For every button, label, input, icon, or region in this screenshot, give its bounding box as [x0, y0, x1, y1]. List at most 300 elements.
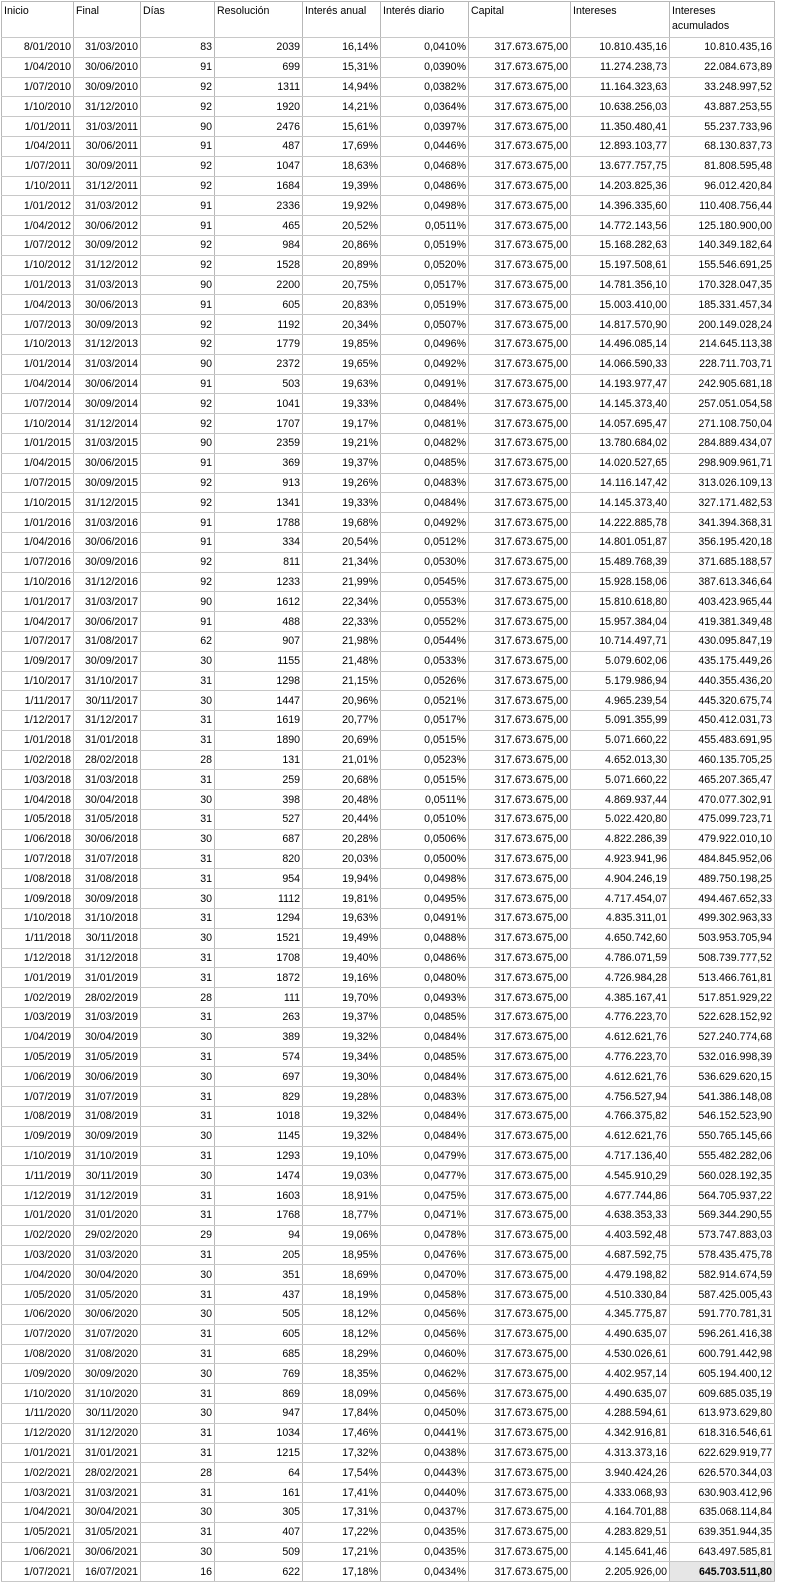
cell-capital[interactable]: 317.673.675,00: [469, 433, 571, 453]
cell-intereses[interactable]: 4.612.621,76: [571, 1027, 670, 1047]
cell-capital[interactable]: 317.673.675,00: [469, 117, 571, 137]
header-final[interactable]: Final: [74, 2, 141, 38]
cell-resolucion[interactable]: 1521: [215, 928, 303, 948]
cell-interes-diario[interactable]: 0,0486%: [381, 176, 469, 196]
cell-intereses-acumulados[interactable]: 200.149.028,24: [670, 315, 775, 335]
cell-interes-diario[interactable]: 0,0521%: [381, 691, 469, 711]
cell-resolucion[interactable]: 398: [215, 790, 303, 810]
cell-interes-anual[interactable]: 19,30%: [303, 1067, 381, 1087]
cell-inicio[interactable]: 1/12/2018: [2, 948, 74, 968]
cell-dias[interactable]: 91: [141, 136, 215, 156]
cell-final[interactable]: 31/10/2017: [74, 671, 141, 691]
cell-interes-diario[interactable]: 0,0481%: [381, 414, 469, 434]
cell-intereses[interactable]: 14.145.373,40: [571, 394, 670, 414]
cell-intereses[interactable]: 4.345.775,87: [571, 1305, 670, 1325]
cell-dias[interactable]: 31: [141, 1324, 215, 1344]
cell-inicio[interactable]: 1/02/2020: [2, 1225, 74, 1245]
cell-intereses-acumulados[interactable]: 341.394.368,31: [670, 513, 775, 533]
cell-dias[interactable]: 31: [141, 1285, 215, 1305]
cell-capital[interactable]: 317.673.675,00: [469, 1285, 571, 1305]
cell-inicio[interactable]: 1/04/2012: [2, 216, 74, 236]
cell-capital[interactable]: 317.673.675,00: [469, 513, 571, 533]
cell-intereses[interactable]: 4.510.330,84: [571, 1285, 670, 1305]
cell-final[interactable]: 31/03/2015: [74, 433, 141, 453]
cell-interes-anual[interactable]: 19,10%: [303, 1146, 381, 1166]
cell-resolucion[interactable]: 1294: [215, 909, 303, 929]
cell-final[interactable]: 31/03/2019: [74, 1008, 141, 1028]
cell-capital[interactable]: 317.673.675,00: [469, 77, 571, 97]
cell-capital[interactable]: 317.673.675,00: [469, 1265, 571, 1285]
cell-final[interactable]: 31/12/2016: [74, 572, 141, 592]
cell-capital[interactable]: 317.673.675,00: [469, 770, 571, 790]
cell-final[interactable]: 30/06/2020: [74, 1305, 141, 1325]
cell-resolucion[interactable]: 605: [215, 1324, 303, 1344]
cell-interes-anual[interactable]: 21,99%: [303, 572, 381, 592]
cell-resolucion[interactable]: 1298: [215, 671, 303, 691]
cell-interes-diario[interactable]: 0,0511%: [381, 790, 469, 810]
cell-intereses[interactable]: 10.810.435,16: [571, 38, 670, 58]
cell-intereses[interactable]: 15.810.618,80: [571, 592, 670, 612]
cell-dias[interactable]: 30: [141, 1126, 215, 1146]
cell-inicio[interactable]: 1/11/2018: [2, 928, 74, 948]
cell-interes-anual[interactable]: 18,69%: [303, 1265, 381, 1285]
cell-final[interactable]: 30/04/2019: [74, 1027, 141, 1047]
cell-intereses-acumulados[interactable]: 600.791.442,98: [670, 1344, 775, 1364]
cell-interes-anual[interactable]: 19,40%: [303, 948, 381, 968]
cell-intereses-acumulados[interactable]: 541.386.148,08: [670, 1087, 775, 1107]
cell-intereses-acumulados[interactable]: 499.302.963,33: [670, 909, 775, 929]
cell-capital[interactable]: 317.673.675,00: [469, 1562, 571, 1582]
cell-final[interactable]: 31/12/2014: [74, 414, 141, 434]
cell-interes-diario[interactable]: 0,0492%: [381, 354, 469, 374]
cell-capital[interactable]: 317.673.675,00: [469, 1107, 571, 1127]
cell-final[interactable]: 31/07/2020: [74, 1324, 141, 1344]
cell-final[interactable]: 31/03/2011: [74, 117, 141, 137]
cell-dias[interactable]: 31: [141, 1186, 215, 1206]
cell-capital[interactable]: 317.673.675,00: [469, 354, 571, 374]
cell-final[interactable]: 30/09/2017: [74, 651, 141, 671]
cell-intereses-acumulados[interactable]: 639.351.944,35: [670, 1522, 775, 1542]
cell-intereses-acumulados[interactable]: 419.381.349,48: [670, 612, 775, 632]
cell-intereses-acumulados[interactable]: 10.810.435,16: [670, 38, 775, 58]
cell-interes-diario[interactable]: 0,0438%: [381, 1443, 469, 1463]
cell-interes-anual[interactable]: 17,46%: [303, 1423, 381, 1443]
cell-interes-diario[interactable]: 0,0443%: [381, 1463, 469, 1483]
cell-resolucion[interactable]: 1708: [215, 948, 303, 968]
cell-final[interactable]: 31/08/2018: [74, 869, 141, 889]
cell-interes-anual[interactable]: 19,39%: [303, 176, 381, 196]
cell-intereses[interactable]: 15.003.410,00: [571, 295, 670, 315]
cell-interes-diario[interactable]: 0,0458%: [381, 1285, 469, 1305]
cell-interes-anual[interactable]: 16,14%: [303, 38, 381, 58]
cell-intereses[interactable]: 4.490.635,07: [571, 1324, 670, 1344]
cell-intereses[interactable]: 4.717.136,40: [571, 1146, 670, 1166]
cell-inicio[interactable]: 1/03/2018: [2, 770, 74, 790]
cell-intereses[interactable]: 4.403.592,48: [571, 1225, 670, 1245]
cell-interes-diario[interactable]: 0,0515%: [381, 730, 469, 750]
cell-intereses[interactable]: 4.677.744,86: [571, 1186, 670, 1206]
cell-resolucion[interactable]: 2336: [215, 196, 303, 216]
cell-interes-anual[interactable]: 18,29%: [303, 1344, 381, 1364]
cell-final[interactable]: 31/12/2017: [74, 711, 141, 731]
cell-inicio[interactable]: 1/08/2019: [2, 1107, 74, 1127]
cell-intereses-acumulados[interactable]: 622.629.919,77: [670, 1443, 775, 1463]
cell-final[interactable]: 30/09/2016: [74, 552, 141, 572]
cell-capital[interactable]: 317.673.675,00: [469, 334, 571, 354]
cell-resolucion[interactable]: 111: [215, 988, 303, 1008]
cell-intereses-acumulados[interactable]: 569.344.290,55: [670, 1206, 775, 1226]
cell-capital[interactable]: 317.673.675,00: [469, 592, 571, 612]
cell-dias[interactable]: 31: [141, 948, 215, 968]
cell-capital[interactable]: 317.673.675,00: [469, 1008, 571, 1028]
cell-capital[interactable]: 317.673.675,00: [469, 235, 571, 255]
cell-inicio[interactable]: 1/03/2020: [2, 1245, 74, 1265]
cell-interes-diario[interactable]: 0,0485%: [381, 453, 469, 473]
cell-interes-anual[interactable]: 20,34%: [303, 315, 381, 335]
cell-intereses[interactable]: 4.776.223,70: [571, 1047, 670, 1067]
cell-intereses[interactable]: 4.612.621,76: [571, 1126, 670, 1146]
cell-interes-anual[interactable]: 19,06%: [303, 1225, 381, 1245]
cell-resolucion[interactable]: 1619: [215, 711, 303, 731]
cell-capital[interactable]: 317.673.675,00: [469, 1087, 571, 1107]
cell-final[interactable]: 31/03/2012: [74, 196, 141, 216]
cell-interes-anual[interactable]: 19,65%: [303, 354, 381, 374]
cell-interes-diario[interactable]: 0,0523%: [381, 750, 469, 770]
cell-interes-anual[interactable]: 17,54%: [303, 1463, 381, 1483]
cell-dias[interactable]: 28: [141, 1463, 215, 1483]
cell-final[interactable]: 30/06/2021: [74, 1542, 141, 1562]
cell-intereses-acumulados[interactable]: 489.750.198,25: [670, 869, 775, 889]
cell-interes-anual[interactable]: 20,75%: [303, 275, 381, 295]
cell-resolucion[interactable]: 488: [215, 612, 303, 632]
cell-inicio[interactable]: 1/04/2021: [2, 1502, 74, 1522]
cell-final[interactable]: 31/12/2019: [74, 1186, 141, 1206]
cell-interes-anual[interactable]: 19,63%: [303, 909, 381, 929]
cell-final[interactable]: 31/12/2015: [74, 493, 141, 513]
cell-interes-anual[interactable]: 18,77%: [303, 1206, 381, 1226]
cell-intereses[interactable]: 14.066.590,33: [571, 354, 670, 374]
cell-dias[interactable]: 92: [141, 97, 215, 117]
cell-intereses[interactable]: 5.079.602,06: [571, 651, 670, 671]
cell-intereses-acumulados[interactable]: 257.051.054,58: [670, 394, 775, 414]
cell-resolucion[interactable]: 984: [215, 235, 303, 255]
cell-interes-diario[interactable]: 0,0496%: [381, 334, 469, 354]
cell-interes-diario[interactable]: 0,0450%: [381, 1403, 469, 1423]
cell-final[interactable]: 28/02/2018: [74, 750, 141, 770]
cell-interes-diario[interactable]: 0,0500%: [381, 849, 469, 869]
cell-resolucion[interactable]: 1684: [215, 176, 303, 196]
cell-capital[interactable]: 317.673.675,00: [469, 1542, 571, 1562]
cell-capital[interactable]: 317.673.675,00: [469, 1384, 571, 1404]
cell-intereses[interactable]: 14.020.527,65: [571, 453, 670, 473]
cell-interes-anual[interactable]: 20,69%: [303, 730, 381, 750]
cell-final[interactable]: 30/09/2012: [74, 235, 141, 255]
cell-intereses-acumulados[interactable]: 22.084.673,89: [670, 57, 775, 77]
cell-dias[interactable]: 28: [141, 988, 215, 1008]
cell-intereses[interactable]: 5.071.660,22: [571, 730, 670, 750]
cell-interes-anual[interactable]: 18,12%: [303, 1305, 381, 1325]
cell-inicio[interactable]: 1/10/2018: [2, 909, 74, 929]
cell-inicio[interactable]: 1/01/2016: [2, 513, 74, 533]
cell-interes-diario[interactable]: 0,0511%: [381, 216, 469, 236]
cell-intereses[interactable]: 11.274.238,73: [571, 57, 670, 77]
cell-capital[interactable]: 317.673.675,00: [469, 1443, 571, 1463]
cell-dias[interactable]: 31: [141, 671, 215, 691]
cell-interes-diario[interactable]: 0,0484%: [381, 1107, 469, 1127]
cell-resolucion[interactable]: 685: [215, 1344, 303, 1364]
cell-interes-diario[interactable]: 0,0397%: [381, 117, 469, 137]
cell-intereses[interactable]: 15.168.282,63: [571, 235, 670, 255]
cell-dias[interactable]: 30: [141, 1166, 215, 1186]
cell-intereses[interactable]: 13.780.684,02: [571, 433, 670, 453]
cell-interes-diario[interactable]: 0,0507%: [381, 315, 469, 335]
cell-interes-diario[interactable]: 0,0364%: [381, 97, 469, 117]
cell-resolucion[interactable]: 259: [215, 770, 303, 790]
cell-interes-diario[interactable]: 0,0491%: [381, 909, 469, 929]
header-interes-diario[interactable]: Interés diario: [381, 2, 469, 38]
cell-interes-diario[interactable]: 0,0485%: [381, 1008, 469, 1028]
cell-capital[interactable]: 317.673.675,00: [469, 1166, 571, 1186]
cell-capital[interactable]: 317.673.675,00: [469, 552, 571, 572]
cell-resolucion[interactable]: 94: [215, 1225, 303, 1245]
cell-final[interactable]: 30/06/2010: [74, 57, 141, 77]
cell-dias[interactable]: 30: [141, 1027, 215, 1047]
cell-interes-diario[interactable]: 0,0544%: [381, 631, 469, 651]
cell-capital[interactable]: 317.673.675,00: [469, 1483, 571, 1503]
cell-capital[interactable]: 317.673.675,00: [469, 948, 571, 968]
cell-intereses-acumulados[interactable]: 140.349.182,64: [670, 235, 775, 255]
cell-final[interactable]: 31/08/2017: [74, 631, 141, 651]
cell-intereses-acumulados[interactable]: 555.482.282,06: [670, 1146, 775, 1166]
cell-intereses-acumulados[interactable]: 450.412.031,73: [670, 711, 775, 731]
cell-interes-anual[interactable]: 20,28%: [303, 829, 381, 849]
cell-intereses-acumulados[interactable]: 596.261.416,38: [670, 1324, 775, 1344]
cell-resolucion[interactable]: 2200: [215, 275, 303, 295]
cell-interes-diario[interactable]: 0,0485%: [381, 1047, 469, 1067]
cell-inicio[interactable]: 1/05/2018: [2, 810, 74, 830]
cell-resolucion[interactable]: 687: [215, 829, 303, 849]
cell-capital[interactable]: 317.673.675,00: [469, 473, 571, 493]
cell-resolucion[interactable]: 1788: [215, 513, 303, 533]
cell-interes-diario[interactable]: 0,0470%: [381, 1265, 469, 1285]
cell-interes-diario[interactable]: 0,0434%: [381, 1562, 469, 1582]
cell-final[interactable]: 31/05/2019: [74, 1047, 141, 1067]
cell-intereses-acumulados[interactable]: 214.645.113,38: [670, 334, 775, 354]
cell-intereses[interactable]: 4.786.071,59: [571, 948, 670, 968]
cell-dias[interactable]: 30: [141, 1067, 215, 1087]
cell-resolucion[interactable]: 1112: [215, 889, 303, 909]
cell-intereses-acumulados[interactable]: 513.466.761,81: [670, 968, 775, 988]
cell-interes-anual[interactable]: 15,31%: [303, 57, 381, 77]
cell-dias[interactable]: 16: [141, 1562, 215, 1582]
cell-dias[interactable]: 62: [141, 631, 215, 651]
cell-interes-diario[interactable]: 0,0526%: [381, 671, 469, 691]
cell-resolucion[interactable]: 509: [215, 1542, 303, 1562]
cell-resolucion[interactable]: 1018: [215, 1107, 303, 1127]
cell-intereses[interactable]: 4.726.984,28: [571, 968, 670, 988]
cell-resolucion[interactable]: 1707: [215, 414, 303, 434]
cell-inicio[interactable]: 1/04/2020: [2, 1265, 74, 1285]
cell-interes-diario[interactable]: 0,0480%: [381, 968, 469, 988]
header-inicio[interactable]: Inicio: [2, 2, 74, 38]
cell-dias[interactable]: 31: [141, 1206, 215, 1226]
cell-final[interactable]: 31/12/2020: [74, 1423, 141, 1443]
cell-intereses-acumulados[interactable]: 371.685.188,57: [670, 552, 775, 572]
cell-interes-anual[interactable]: 20,96%: [303, 691, 381, 711]
cell-interes-anual[interactable]: 19,49%: [303, 928, 381, 948]
cell-intereses-acumulados[interactable]: 643.497.585,81: [670, 1542, 775, 1562]
cell-final[interactable]: 30/04/2018: [74, 790, 141, 810]
cell-dias[interactable]: 92: [141, 414, 215, 434]
cell-resolucion[interactable]: 811: [215, 552, 303, 572]
cell-intereses-acumulados[interactable]: 475.099.723,71: [670, 810, 775, 830]
cell-dias[interactable]: 31: [141, 810, 215, 830]
cell-capital[interactable]: 317.673.675,00: [469, 156, 571, 176]
cell-final[interactable]: 30/06/2014: [74, 374, 141, 394]
cell-dias[interactable]: 30: [141, 1305, 215, 1325]
cell-final[interactable]: 31/01/2021: [74, 1443, 141, 1463]
cell-dias[interactable]: 30: [141, 790, 215, 810]
cell-resolucion[interactable]: 947: [215, 1403, 303, 1423]
cell-inicio[interactable]: 1/09/2020: [2, 1364, 74, 1384]
cell-intereses[interactable]: 4.687.592,75: [571, 1245, 670, 1265]
cell-resolucion[interactable]: 1920: [215, 97, 303, 117]
cell-intereses[interactable]: 14.116.147,42: [571, 473, 670, 493]
cell-dias[interactable]: 31: [141, 770, 215, 790]
cell-intereses[interactable]: 4.402.957,14: [571, 1364, 670, 1384]
header-intereses-acumulados[interactable]: Intereses acumulados: [670, 2, 775, 38]
header-intereses[interactable]: Intereses: [571, 2, 670, 38]
cell-interes-diario[interactable]: 0,0483%: [381, 1087, 469, 1107]
cell-capital[interactable]: 317.673.675,00: [469, 1324, 571, 1344]
cell-inicio[interactable]: 1/07/2014: [2, 394, 74, 414]
cell-inicio[interactable]: 1/10/2010: [2, 97, 74, 117]
cell-intereses[interactable]: 14.772.143,56: [571, 216, 670, 236]
cell-intereses[interactable]: 4.822.286,39: [571, 829, 670, 849]
cell-dias[interactable]: 31: [141, 1087, 215, 1107]
cell-inicio[interactable]: 1/06/2018: [2, 829, 74, 849]
cell-resolucion[interactable]: 1779: [215, 334, 303, 354]
cell-inicio[interactable]: 1/07/2016: [2, 552, 74, 572]
cell-inicio[interactable]: 8/01/2010: [2, 38, 74, 58]
cell-intereses[interactable]: 14.203.825,36: [571, 176, 670, 196]
cell-intereses[interactable]: 11.350.480,41: [571, 117, 670, 137]
cell-intereses[interactable]: 15.197.508,61: [571, 255, 670, 275]
cell-intereses-acumulados[interactable]: 96.012.420,84: [670, 176, 775, 196]
cell-interes-diario[interactable]: 0,0482%: [381, 433, 469, 453]
cell-final[interactable]: 30/04/2020: [74, 1265, 141, 1285]
cell-interes-diario[interactable]: 0,0484%: [381, 394, 469, 414]
cell-interes-anual[interactable]: 20,48%: [303, 790, 381, 810]
cell-final[interactable]: 30/04/2021: [74, 1502, 141, 1522]
cell-final[interactable]: 31/07/2019: [74, 1087, 141, 1107]
cell-interes-anual[interactable]: 14,21%: [303, 97, 381, 117]
cell-interes-anual[interactable]: 19,34%: [303, 1047, 381, 1067]
cell-capital[interactable]: 317.673.675,00: [469, 691, 571, 711]
cell-intereses[interactable]: 14.145.373,40: [571, 493, 670, 513]
cell-inicio[interactable]: 1/09/2019: [2, 1126, 74, 1146]
cell-interes-anual[interactable]: 18,63%: [303, 156, 381, 176]
cell-intereses[interactable]: 4.333.068,93: [571, 1483, 670, 1503]
cell-final[interactable]: 30/06/2012: [74, 216, 141, 236]
cell-intereses-acumulados[interactable]: 110.408.756,44: [670, 196, 775, 216]
cell-inicio[interactable]: 1/01/2015: [2, 433, 74, 453]
cell-intereses-acumulados[interactable]: 430.095.847,19: [670, 631, 775, 651]
cell-interes-anual[interactable]: 19,28%: [303, 1087, 381, 1107]
cell-dias[interactable]: 30: [141, 829, 215, 849]
cell-capital[interactable]: 317.673.675,00: [469, 1245, 571, 1265]
cell-interes-anual[interactable]: 19,92%: [303, 196, 381, 216]
cell-interes-diario[interactable]: 0,0456%: [381, 1305, 469, 1325]
cell-final[interactable]: 30/06/2016: [74, 532, 141, 552]
cell-interes-anual[interactable]: 20,77%: [303, 711, 381, 731]
cell-resolucion[interactable]: 1215: [215, 1443, 303, 1463]
cell-resolucion[interactable]: 820: [215, 849, 303, 869]
cell-interes-diario[interactable]: 0,0410%: [381, 38, 469, 58]
cell-resolucion[interactable]: 1768: [215, 1206, 303, 1226]
cell-dias[interactable]: 91: [141, 374, 215, 394]
cell-interes-diario[interactable]: 0,0484%: [381, 1027, 469, 1047]
cell-intereses[interactable]: 4.717.454,07: [571, 889, 670, 909]
cell-interes-diario[interactable]: 0,0533%: [381, 651, 469, 671]
cell-intereses[interactable]: 5.179.986,94: [571, 671, 670, 691]
cell-intereses-acumulados[interactable]: 503.953.705,94: [670, 928, 775, 948]
cell-dias[interactable]: 30: [141, 651, 215, 671]
cell-capital[interactable]: 317.673.675,00: [469, 1423, 571, 1443]
cell-capital[interactable]: 317.673.675,00: [469, 216, 571, 236]
cell-capital[interactable]: 317.673.675,00: [469, 572, 571, 592]
cell-inicio[interactable]: 1/01/2021: [2, 1443, 74, 1463]
cell-interes-diario[interactable]: 0,0484%: [381, 493, 469, 513]
cell-interes-diario[interactable]: 0,0552%: [381, 612, 469, 632]
cell-final[interactable]: 28/02/2021: [74, 1463, 141, 1483]
cell-inicio[interactable]: 1/10/2016: [2, 572, 74, 592]
cell-dias[interactable]: 31: [141, 1384, 215, 1404]
cell-dias[interactable]: 30: [141, 1403, 215, 1423]
cell-dias[interactable]: 31: [141, 909, 215, 929]
cell-interes-anual[interactable]: 17,22%: [303, 1522, 381, 1542]
cell-final[interactable]: 31/03/2010: [74, 38, 141, 58]
cell-capital[interactable]: 317.673.675,00: [469, 1146, 571, 1166]
cell-intereses-acumulados[interactable]: 242.905.681,18: [670, 374, 775, 394]
cell-intereses[interactable]: 14.396.335,60: [571, 196, 670, 216]
cell-resolucion[interactable]: 465: [215, 216, 303, 236]
cell-interes-diario[interactable]: 0,0456%: [381, 1384, 469, 1404]
cell-interes-anual[interactable]: 20,03%: [303, 849, 381, 869]
cell-dias[interactable]: 92: [141, 473, 215, 493]
cell-interes-anual[interactable]: 19,85%: [303, 334, 381, 354]
cell-capital[interactable]: 317.673.675,00: [469, 1344, 571, 1364]
cell-final[interactable]: 30/09/2014: [74, 394, 141, 414]
cell-resolucion[interactable]: 1603: [215, 1186, 303, 1206]
cell-resolucion[interactable]: 369: [215, 453, 303, 473]
cell-interes-anual[interactable]: 17,41%: [303, 1483, 381, 1503]
cell-interes-anual[interactable]: 18,91%: [303, 1186, 381, 1206]
cell-final[interactable]: 30/09/2020: [74, 1364, 141, 1384]
cell-intereses-acumulados[interactable]: 284.889.434,07: [670, 433, 775, 453]
cell-final[interactable]: 31/08/2019: [74, 1107, 141, 1127]
total-cell[interactable]: 645.703.511,80: [670, 1562, 775, 1582]
cell-final[interactable]: 31/12/2012: [74, 255, 141, 275]
cell-intereses-acumulados[interactable]: 605.194.400,12: [670, 1364, 775, 1384]
cell-capital[interactable]: 317.673.675,00: [469, 1522, 571, 1542]
cell-final[interactable]: 31/12/2018: [74, 948, 141, 968]
cell-intereses[interactable]: 4.766.375,82: [571, 1107, 670, 1127]
cell-dias[interactable]: 90: [141, 275, 215, 295]
cell-inicio[interactable]: 1/01/2019: [2, 968, 74, 988]
cell-capital[interactable]: 317.673.675,00: [469, 97, 571, 117]
cell-dias[interactable]: 31: [141, 1344, 215, 1364]
